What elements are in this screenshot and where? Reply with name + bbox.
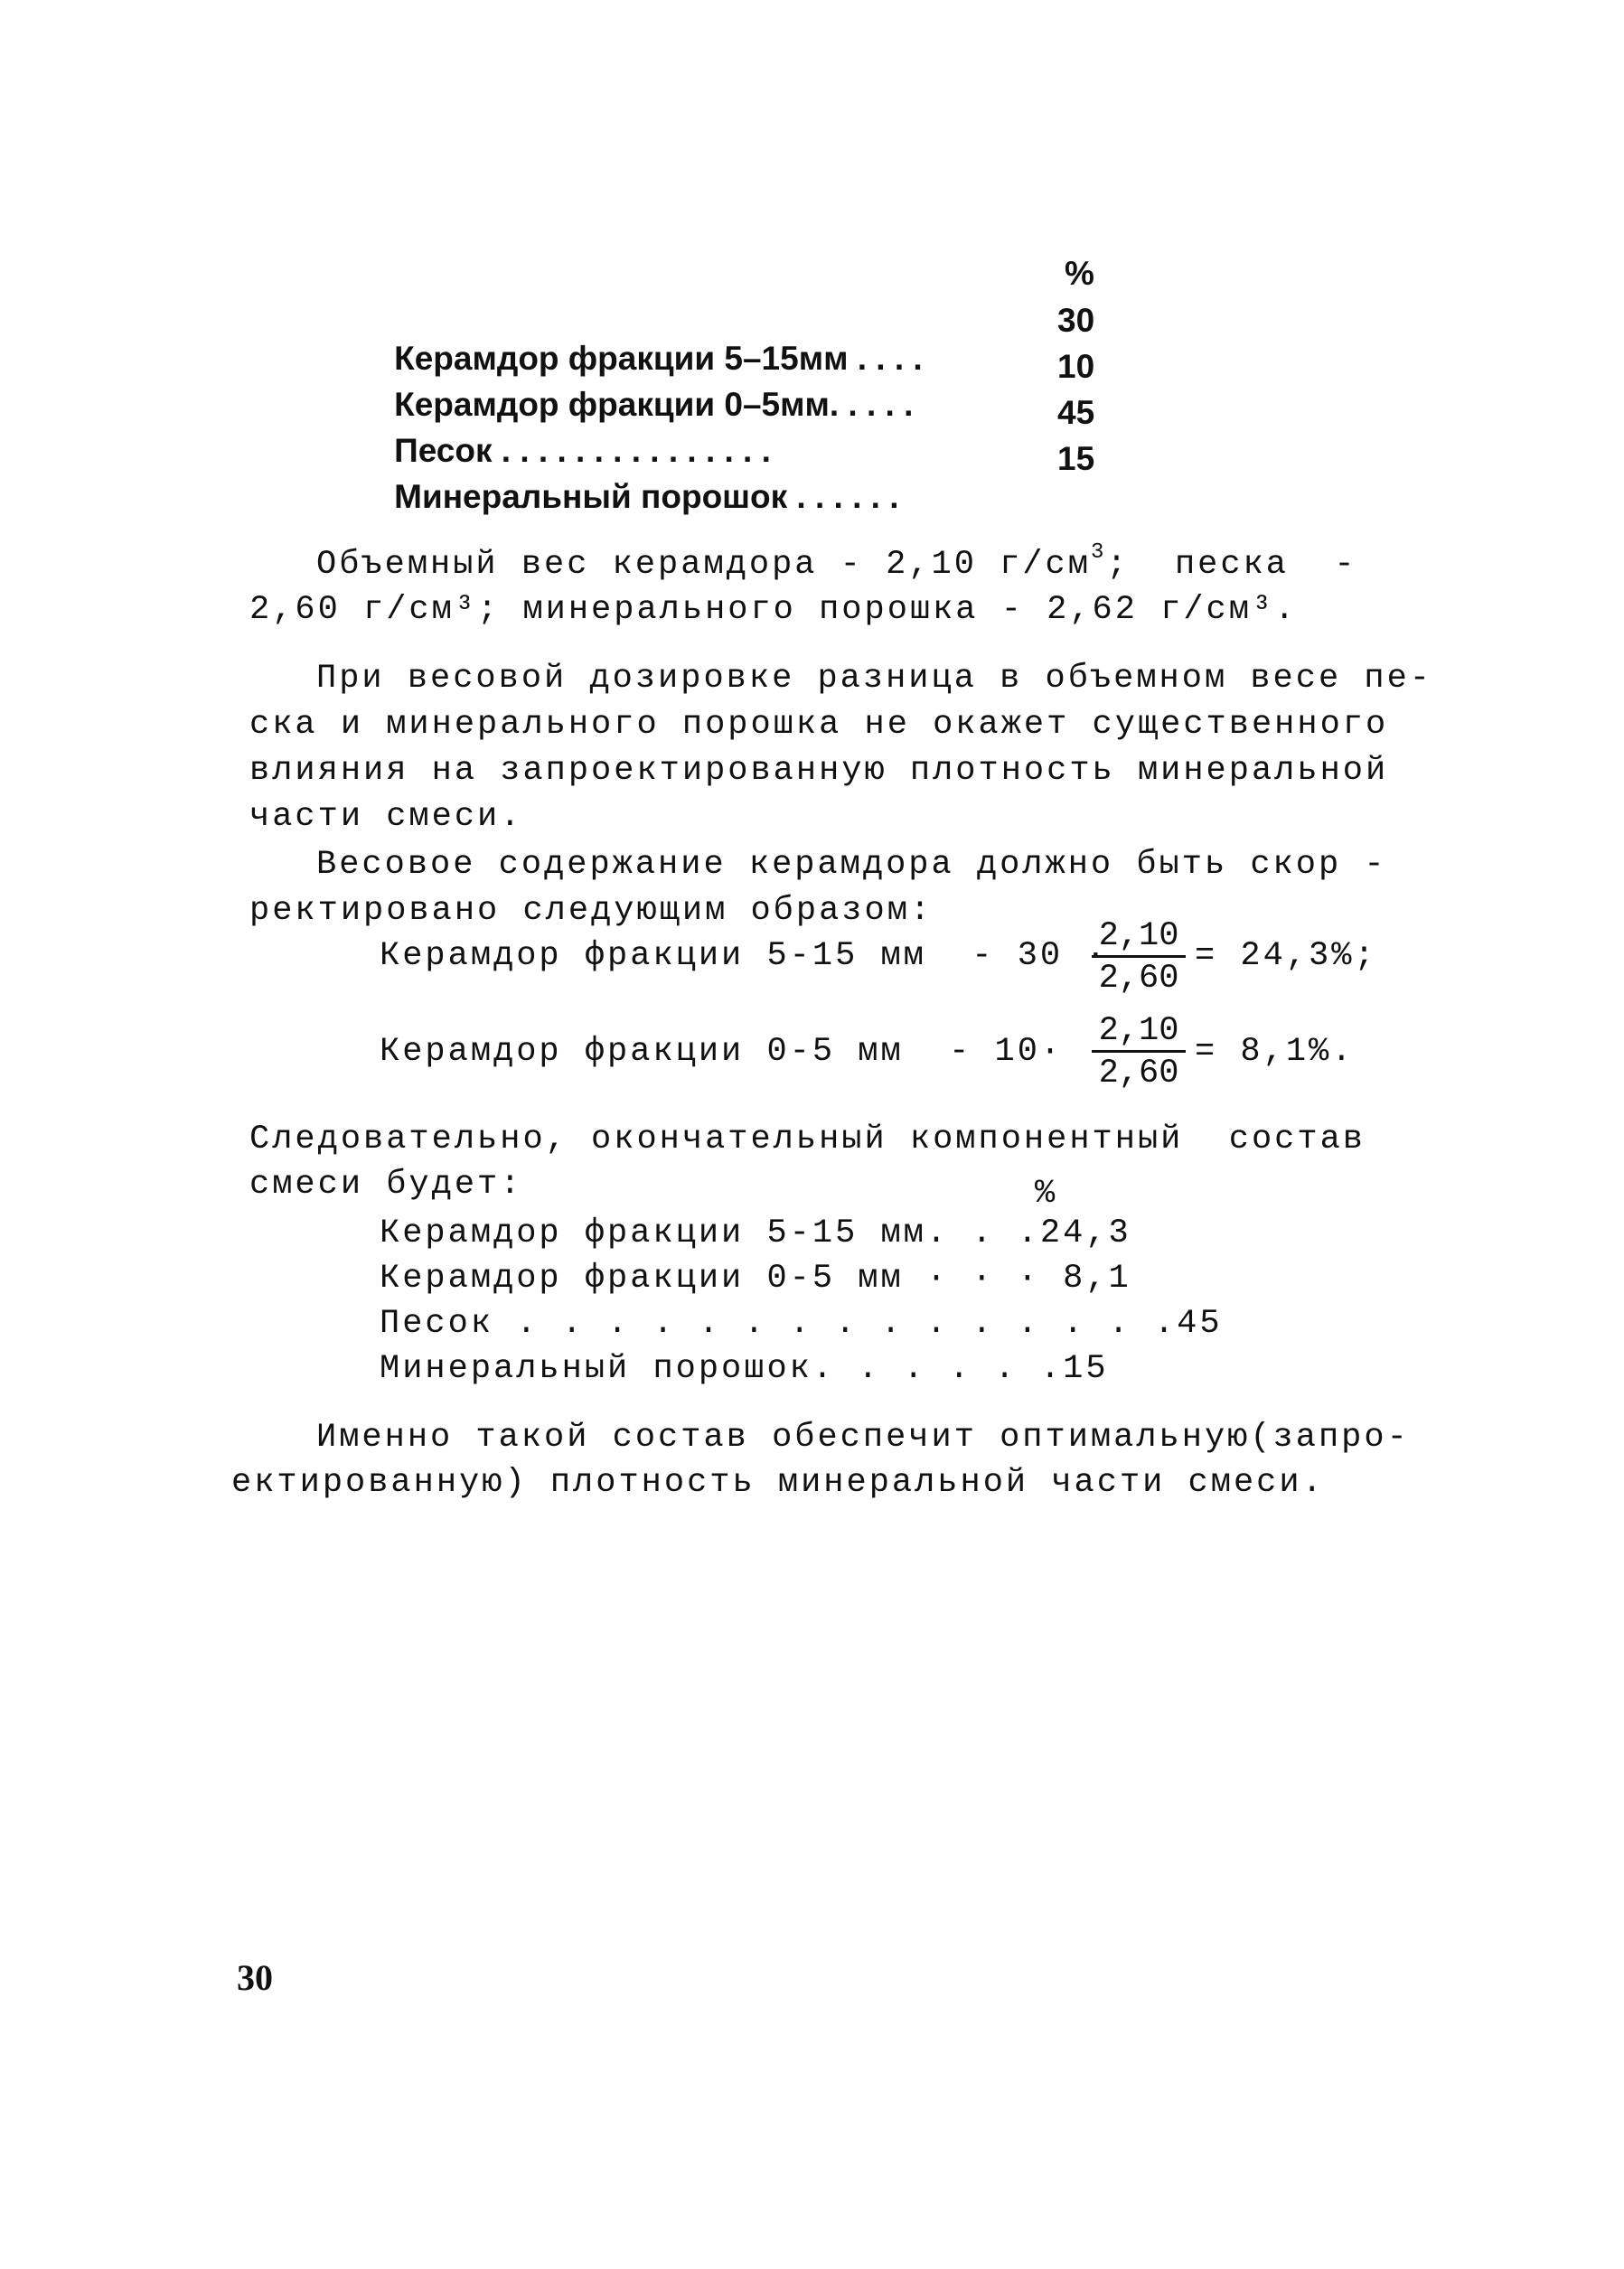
table1-row-label: Минеральный порошок . . . . . . xyxy=(394,478,899,515)
paragraph-line: Весовое содержание керамдора должно быть скор - xyxy=(316,846,1387,884)
table2-row-label: Песок . . . . . . . . . . . . . . . xyxy=(380,1305,1178,1343)
paragraph-line: ектированную) плотность минеральной части смеси. xyxy=(231,1464,1325,1502)
table1-row-label: Керамдор фракции 5–15мм . . . . xyxy=(394,340,923,377)
density-superscript: 3 xyxy=(1090,540,1107,565)
paragraph-line: ска и минерального порошка не окажет существенного xyxy=(249,706,1389,744)
table1-row-value: 15 xyxy=(1057,440,1095,477)
paragraph-line: При весовой дозировке разница в объемном весе пе- xyxy=(316,660,1432,698)
table1-row-label: Песок . . . . . . . . . . . . . . . xyxy=(394,432,771,469)
table1-row-value: 10 xyxy=(1057,348,1095,385)
formula-result: = 8,1%. xyxy=(1195,1033,1355,1071)
table1-row xyxy=(357,440,899,554)
table2-row-label: Керамдор фракции 5-15 мм. . . xyxy=(380,1214,1040,1252)
fraction-denominator: 2,60 xyxy=(1098,1055,1179,1092)
fraction-numerator: 2,10 xyxy=(1098,1012,1179,1050)
table2-row-label: Минеральный порошок. . . . . . xyxy=(380,1350,1064,1388)
table2-row xyxy=(380,1214,1131,1252)
table2-row xyxy=(380,1350,1109,1388)
paragraph-line: Следовательно, окончательный компонентный состав xyxy=(249,1120,1366,1158)
fraction-numerator: 2,10 xyxy=(1098,917,1179,955)
fraction xyxy=(1092,917,1186,998)
table2-row xyxy=(380,1305,1223,1343)
table2-row-value: 24,3 xyxy=(1039,1214,1131,1252)
formula-label: Керамдор фракции 5-15 мм - 30 · xyxy=(380,937,1109,975)
table2-row-value: 45 xyxy=(1177,1305,1223,1343)
fraction-denominator: 2,60 xyxy=(1098,960,1179,998)
table2-row-value: 8,1 xyxy=(1039,1260,1131,1298)
formula-label: Керамдор фракции 0-5 мм - 10· xyxy=(380,1033,1064,1071)
paragraph-line: влияния на запроектированную плотность минеральной xyxy=(249,752,1389,790)
formula-result: = 24,3%; xyxy=(1195,937,1377,975)
table2-header-percent: % xyxy=(1035,1175,1058,1213)
density-text-b: ; песка - xyxy=(1106,546,1357,584)
density-line-2: 2,60 г/см³; минерального порошка - 2,62 г/см³. xyxy=(249,591,1298,629)
density-line-1 xyxy=(316,540,1357,584)
table1-row-value: 30 xyxy=(1057,302,1095,339)
table1-row-label: Керамдор фракции 0–5мм. . . . . xyxy=(394,386,914,423)
paragraph-line: смеси будет: xyxy=(249,1166,523,1204)
paragraph-line: Именно такой состав обеспечит оптимальную(запро- xyxy=(316,1419,1410,1457)
density-text-a: Объемный вес керамдора - 2,10 г/см xyxy=(316,546,1091,584)
table2-row-value: 15 xyxy=(1063,1350,1109,1388)
paragraph-line: части смеси. xyxy=(249,798,523,836)
table1-row-value: 45 xyxy=(1057,394,1095,431)
fraction xyxy=(1092,1012,1186,1092)
paragraph-line: ректировано следующим образом: xyxy=(249,892,934,930)
page-number: 30 xyxy=(237,1957,273,1998)
table2-row xyxy=(380,1260,1131,1298)
table1-header-percent: % xyxy=(1065,255,1094,292)
table2-row-label: Керамдор фракции 0-5 мм · · · xyxy=(380,1260,1040,1298)
